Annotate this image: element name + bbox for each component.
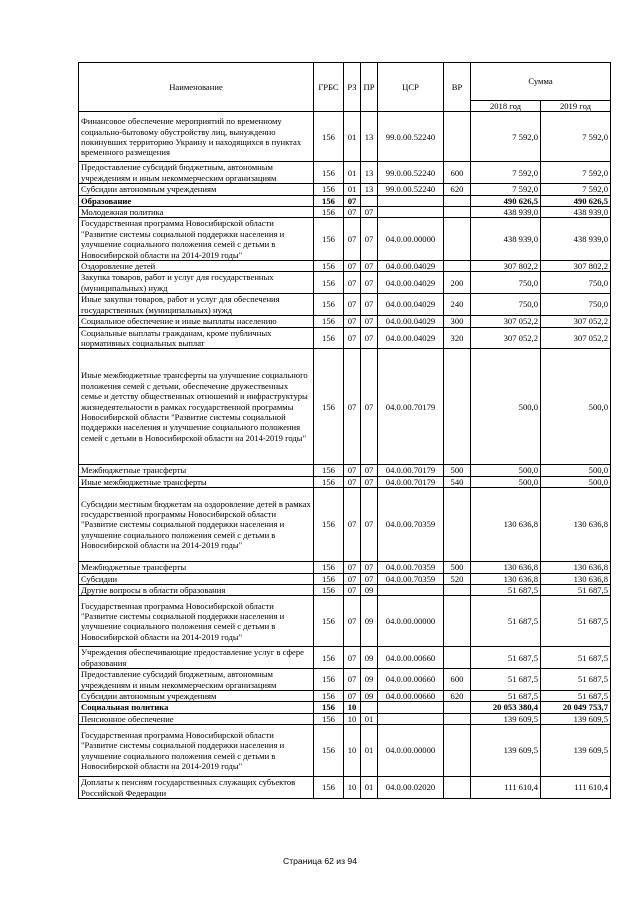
cell-sum-2018: 7 592,0 [471, 162, 541, 184]
cell-sum-2018: 20 053 380,4 [471, 702, 541, 713]
cell-name: Субсидии автономным учреждениям [79, 690, 314, 701]
cell-pr [361, 702, 378, 713]
cell-rz: 07 [344, 669, 361, 691]
cell-sum-2018: 307 052,2 [471, 327, 541, 349]
cell-sum-2018: 438 939,0 [471, 207, 541, 218]
cell-sum-2019: 139 609,5 [541, 725, 611, 777]
cell-sum-2018: 307 052,2 [471, 316, 541, 327]
table-row [79, 465, 611, 476]
cell-grbs: 156 [314, 476, 344, 487]
cell-sum-2019: 130 636,8 [541, 488, 611, 562]
cell-vr: 320 [444, 327, 471, 349]
cell-rz: 07 [344, 573, 361, 584]
cell-rz: 07 [344, 465, 361, 476]
table-row [79, 690, 611, 701]
cell-rz: 07 [344, 207, 361, 218]
cell-rz: 01 [344, 112, 361, 162]
cell-grbs: 156 [314, 562, 344, 573]
cell-vr [444, 702, 471, 713]
cell-sum-2018: 500,0 [471, 349, 541, 465]
cell-sum-2018: 51 687,5 [471, 596, 541, 647]
cell-rz: 07 [344, 272, 361, 294]
cell-name: Образование [79, 195, 314, 206]
cell-rz: 10 [344, 702, 361, 713]
header-vr: ВР [444, 63, 471, 112]
cell-csr [378, 207, 444, 218]
cell-name: Социальное обеспечение и иные выплаты населению [79, 316, 314, 327]
cell-csr: 04.0.00.70359 [378, 488, 444, 562]
cell-name: Оздоровление детей [79, 261, 314, 272]
cell-vr [444, 596, 471, 647]
cell-vr [444, 584, 471, 595]
cell-pr: 07 [361, 488, 378, 562]
cell-sum-2018: 750,0 [471, 294, 541, 316]
cell-sum-2019: 51 687,5 [541, 690, 611, 701]
page-footer: Страница 62 из 94 [283, 856, 357, 866]
table-row [79, 584, 611, 595]
cell-grbs: 156 [314, 647, 344, 669]
cell-grbs: 156 [314, 584, 344, 595]
cell-csr: 04.0.00.70179 [378, 476, 444, 487]
cell-grbs: 156 [314, 669, 344, 691]
cell-rz: 07 [344, 327, 361, 349]
cell-csr [378, 713, 444, 724]
header-2018: 2018 год [471, 101, 541, 112]
cell-vr: 520 [444, 573, 471, 584]
cell-sum-2019: 51 687,5 [541, 596, 611, 647]
cell-sum-2019: 307 052,2 [541, 327, 611, 349]
cell-name: Финансовое обеспечение мероприятий по временному социально-бытовому обустройству лиц, вынужденно покинувших территорию Украину и находящихся в пунктах временного размещения [79, 112, 314, 162]
cell-csr: 04.0.00.04029 [378, 261, 444, 272]
cell-name: Государственная программа Новосибирской области "Развитие системы социальной поддержки населения и улучшение социального положения семей с детьми в Новосибирской области на 2014-2019 годы" [79, 218, 314, 261]
table-row [79, 777, 611, 799]
cell-csr: 04.0.00.00000 [378, 218, 444, 261]
cell-sum-2018: 500,0 [471, 476, 541, 487]
cell-pr: 07 [361, 316, 378, 327]
cell-pr [361, 195, 378, 206]
cell-grbs: 156 [314, 777, 344, 799]
cell-sum-2019: 51 687,5 [541, 647, 611, 669]
cell-sum-2019: 111 610,4 [541, 777, 611, 799]
table-row [79, 272, 611, 294]
cell-vr [444, 207, 471, 218]
cell-pr: 01 [361, 725, 378, 777]
header-grbs: ГРБС [314, 63, 344, 112]
cell-sum-2018: 111 610,4 [471, 777, 541, 799]
cell-sum-2019: 130 636,8 [541, 562, 611, 573]
budget-table [78, 62, 611, 799]
cell-sum-2018: 500,0 [471, 465, 541, 476]
cell-sum-2019: 307 052,2 [541, 316, 611, 327]
cell-name: Иные межбюджетные трансферты на улучшение социального положения семей с детьми, обеспечение дружественных семье и детству общественных отношений и инфраструктуры жизнедеятельности в рамках государственной программы Новосибирской области "Развитие системы социальной поддержки населения и улучшение социального положения семей с детьми в Новосибирской области на 2014-2019 годы" [79, 349, 314, 465]
cell-vr [444, 349, 471, 465]
cell-name: Другие вопросы в области образования [79, 584, 314, 595]
table-row [79, 562, 611, 573]
cell-sum-2018: 51 687,5 [471, 584, 541, 595]
cell-name: Государственная программа Новосибирской области "Развитие системы социальной поддержки населения и улучшение социального положения семей с детьми в Новосибирской области на 2014-2019 годы" [79, 596, 314, 647]
cell-rz: 07 [344, 316, 361, 327]
cell-name: Субсидии [79, 573, 314, 584]
cell-grbs: 156 [314, 573, 344, 584]
cell-csr: 04.0.00.70359 [378, 562, 444, 573]
cell-pr: 07 [361, 218, 378, 261]
cell-grbs: 156 [314, 488, 344, 562]
cell-pr: 09 [361, 596, 378, 647]
table-row [79, 647, 611, 669]
cell-sum-2019: 51 687,5 [541, 584, 611, 595]
cell-name: Межбюджетные трансферты [79, 562, 314, 573]
cell-vr: 620 [444, 184, 471, 195]
table-row [79, 207, 611, 218]
cell-grbs: 156 [314, 327, 344, 349]
cell-name: Предоставление субсидий бюджетным, автономным учреждениям и иным некоммерческим организациям [79, 162, 314, 184]
cell-vr [444, 261, 471, 272]
cell-csr: 99.0.00.52240 [378, 162, 444, 184]
cell-pr: 01 [361, 777, 378, 799]
header-pr: ПР [361, 63, 378, 112]
table-row [79, 713, 611, 724]
cell-vr [444, 112, 471, 162]
cell-pr: 07 [361, 465, 378, 476]
cell-pr: 07 [361, 272, 378, 294]
cell-sum-2018: 51 687,5 [471, 669, 541, 691]
cell-vr [444, 725, 471, 777]
cell-rz: 07 [344, 349, 361, 465]
cell-vr: 620 [444, 690, 471, 701]
cell-sum-2019: 750,0 [541, 294, 611, 316]
header-sum: Сумма [471, 63, 611, 101]
cell-name: Предоставление субсидий бюджетным, автономным учреждениям и иным некоммерческим организациям [79, 669, 314, 691]
cell-sum-2018: 130 636,8 [471, 488, 541, 562]
cell-sum-2018: 438 939,0 [471, 218, 541, 261]
cell-rz: 10 [344, 713, 361, 724]
cell-rz: 07 [344, 647, 361, 669]
table-row [79, 218, 611, 261]
cell-grbs: 156 [314, 465, 344, 476]
table-row [79, 669, 611, 691]
cell-rz: 07 [344, 488, 361, 562]
cell-rz: 07 [344, 294, 361, 316]
cell-csr: 04.0.00.04029 [378, 316, 444, 327]
cell-rz: 07 [344, 261, 361, 272]
cell-csr: 04.0.00.02020 [378, 777, 444, 799]
cell-csr [378, 584, 444, 595]
table-row [79, 261, 611, 272]
table-row [79, 195, 611, 206]
header-rz: РЗ [344, 63, 361, 112]
cell-csr: 04.0.00.04029 [378, 272, 444, 294]
cell-sum-2018: 750,0 [471, 272, 541, 294]
cell-csr: 04.0.00.00660 [378, 647, 444, 669]
cell-vr: 540 [444, 476, 471, 487]
cell-grbs: 156 [314, 272, 344, 294]
header-row [79, 63, 611, 101]
cell-pr: 13 [361, 162, 378, 184]
cell-grbs: 156 [314, 713, 344, 724]
cell-rz: 07 [344, 562, 361, 573]
header-2019: 2019 год [541, 101, 611, 112]
cell-sum-2018: 490 626,5 [471, 195, 541, 206]
cell-grbs: 156 [314, 195, 344, 206]
cell-pr: 07 [361, 294, 378, 316]
table-row [79, 349, 611, 465]
table-row [79, 596, 611, 647]
cell-vr: 600 [444, 669, 471, 691]
cell-sum-2018: 7 592,0 [471, 184, 541, 195]
cell-vr: 300 [444, 316, 471, 327]
cell-vr: 240 [444, 294, 471, 316]
cell-rz: 01 [344, 162, 361, 184]
cell-sum-2019: 500,0 [541, 476, 611, 487]
cell-sum-2019: 139 609,5 [541, 713, 611, 724]
cell-sum-2019: 7 592,0 [541, 162, 611, 184]
cell-csr [378, 195, 444, 206]
cell-pr: 09 [361, 669, 378, 691]
cell-sum-2018: 307 802,2 [471, 261, 541, 272]
cell-csr: 04.0.00.00000 [378, 596, 444, 647]
cell-grbs: 156 [314, 596, 344, 647]
cell-grbs: 156 [314, 162, 344, 184]
cell-vr: 200 [444, 272, 471, 294]
cell-name: Межбюджетные трансферты [79, 465, 314, 476]
cell-grbs: 156 [314, 261, 344, 272]
cell-sum-2019: 490 626,5 [541, 195, 611, 206]
cell-csr [378, 702, 444, 713]
cell-sum-2019: 130 636,8 [541, 573, 611, 584]
header-name: Наименование [79, 63, 314, 112]
cell-csr: 99.0.00.52240 [378, 184, 444, 195]
cell-grbs: 156 [314, 725, 344, 777]
cell-rz: 07 [344, 596, 361, 647]
cell-pr: 13 [361, 184, 378, 195]
cell-sum-2018: 51 687,5 [471, 647, 541, 669]
table-row [79, 162, 611, 184]
cell-csr: 99.0.00.52240 [378, 112, 444, 162]
cell-pr: 09 [361, 690, 378, 701]
cell-name: Социальные выплаты гражданам, кроме публичных нормативных социальных выплат [79, 327, 314, 349]
cell-vr: 500 [444, 562, 471, 573]
cell-sum-2018: 130 636,8 [471, 573, 541, 584]
cell-name: Молодежная политика [79, 207, 314, 218]
cell-name: Социальная политика [79, 702, 314, 713]
cell-rz: 07 [344, 218, 361, 261]
cell-pr: 09 [361, 584, 378, 595]
cell-name: Доплаты к пенсиям государственных служащих субъектов Российской Федерации [79, 777, 314, 799]
cell-csr: 04.0.00.04029 [378, 294, 444, 316]
cell-pr: 13 [361, 112, 378, 162]
cell-sum-2019: 438 939,0 [541, 218, 611, 261]
cell-sum-2018: 51 687,5 [471, 690, 541, 701]
cell-name: Закупка товаров, работ и услуг для государственных (муниципальных) нужд [79, 272, 314, 294]
cell-pr: 09 [361, 647, 378, 669]
cell-name: Государственная программа Новосибирской области "Развитие системы социальной поддержки населения и улучшение социального положения семей с детьми в Новосибирской области на 2014-2019 годы" [79, 725, 314, 777]
cell-sum-2019: 7 592,0 [541, 112, 611, 162]
cell-rz: 10 [344, 725, 361, 777]
cell-vr: 600 [444, 162, 471, 184]
cell-rz: 07 [344, 584, 361, 595]
cell-sum-2018: 139 609,5 [471, 713, 541, 724]
cell-grbs: 156 [314, 184, 344, 195]
cell-sum-2018: 130 636,8 [471, 562, 541, 573]
cell-pr: 01 [361, 713, 378, 724]
cell-name: Пенсионное обеспечение [79, 713, 314, 724]
table-row [79, 294, 611, 316]
cell-vr [444, 195, 471, 206]
cell-sum-2019: 20 049 753,7 [541, 702, 611, 713]
cell-grbs: 156 [314, 349, 344, 465]
cell-sum-2019: 500,0 [541, 465, 611, 476]
cell-grbs: 156 [314, 294, 344, 316]
cell-grbs: 156 [314, 702, 344, 713]
cell-sum-2019: 51 687,5 [541, 669, 611, 691]
cell-vr [444, 713, 471, 724]
cell-pr: 07 [361, 327, 378, 349]
cell-sum-2019: 750,0 [541, 272, 611, 294]
table-body [79, 112, 611, 799]
cell-csr: 04.0.00.70179 [378, 349, 444, 465]
cell-vr [444, 647, 471, 669]
cell-pr: 07 [361, 562, 378, 573]
cell-rz: 07 [344, 476, 361, 487]
cell-grbs: 156 [314, 218, 344, 261]
table-row [79, 327, 611, 349]
table-row [79, 573, 611, 584]
cell-grbs: 156 [314, 112, 344, 162]
cell-sum-2019: 438 939,0 [541, 207, 611, 218]
cell-csr: 04.0.00.04029 [378, 327, 444, 349]
cell-rz: 07 [344, 195, 361, 206]
cell-sum-2018: 7 592,0 [471, 112, 541, 162]
cell-pr: 07 [361, 349, 378, 465]
cell-vr [444, 777, 471, 799]
cell-pr: 07 [361, 476, 378, 487]
cell-sum-2019: 500,0 [541, 349, 611, 465]
cell-name: Иные закупки товаров, работ и услуг для обеспечения государственных (муниципальных) нужд [79, 294, 314, 316]
table-row [79, 112, 611, 162]
cell-csr: 04.0.00.00660 [378, 690, 444, 701]
cell-name: Субсидии автономным учреждениям [79, 184, 314, 195]
cell-vr [444, 488, 471, 562]
cell-rz: 07 [344, 690, 361, 701]
table-row [79, 476, 611, 487]
cell-sum-2019: 307 802,2 [541, 261, 611, 272]
cell-csr: 04.0.00.00660 [378, 669, 444, 691]
cell-grbs: 156 [314, 690, 344, 701]
cell-pr: 07 [361, 573, 378, 584]
cell-csr: 04.0.00.70359 [378, 573, 444, 584]
cell-csr: 04.0.00.00000 [378, 725, 444, 777]
cell-name: Субсидии местным бюджетам на оздоровление детей в рамках государственной программы Новосибирской области "Развитие системы социальной поддержки населения и улучшение социального положения семей с детьми в Новосибирской области на 2014-2019 годы" [79, 488, 314, 562]
cell-vr [444, 218, 471, 261]
cell-vr: 500 [444, 465, 471, 476]
cell-name: Учреждения обеспечивающие предоставление услуг в сфере образования [79, 647, 314, 669]
cell-grbs: 156 [314, 207, 344, 218]
cell-rz: 10 [344, 777, 361, 799]
cell-csr: 04.0.00.70179 [378, 465, 444, 476]
header-csr: ЦСР [378, 63, 444, 112]
cell-sum-2018: 139 609,5 [471, 725, 541, 777]
table-row [79, 316, 611, 327]
cell-sum-2019: 7 592,0 [541, 184, 611, 195]
table-row [79, 725, 611, 777]
table-row [79, 184, 611, 195]
table-row [79, 488, 611, 562]
cell-name: Иные межбюджетные трансферты [79, 476, 314, 487]
cell-grbs: 156 [314, 316, 344, 327]
table-row [79, 702, 611, 713]
cell-pr: 07 [361, 207, 378, 218]
cell-rz: 01 [344, 184, 361, 195]
cell-pr: 07 [361, 261, 378, 272]
